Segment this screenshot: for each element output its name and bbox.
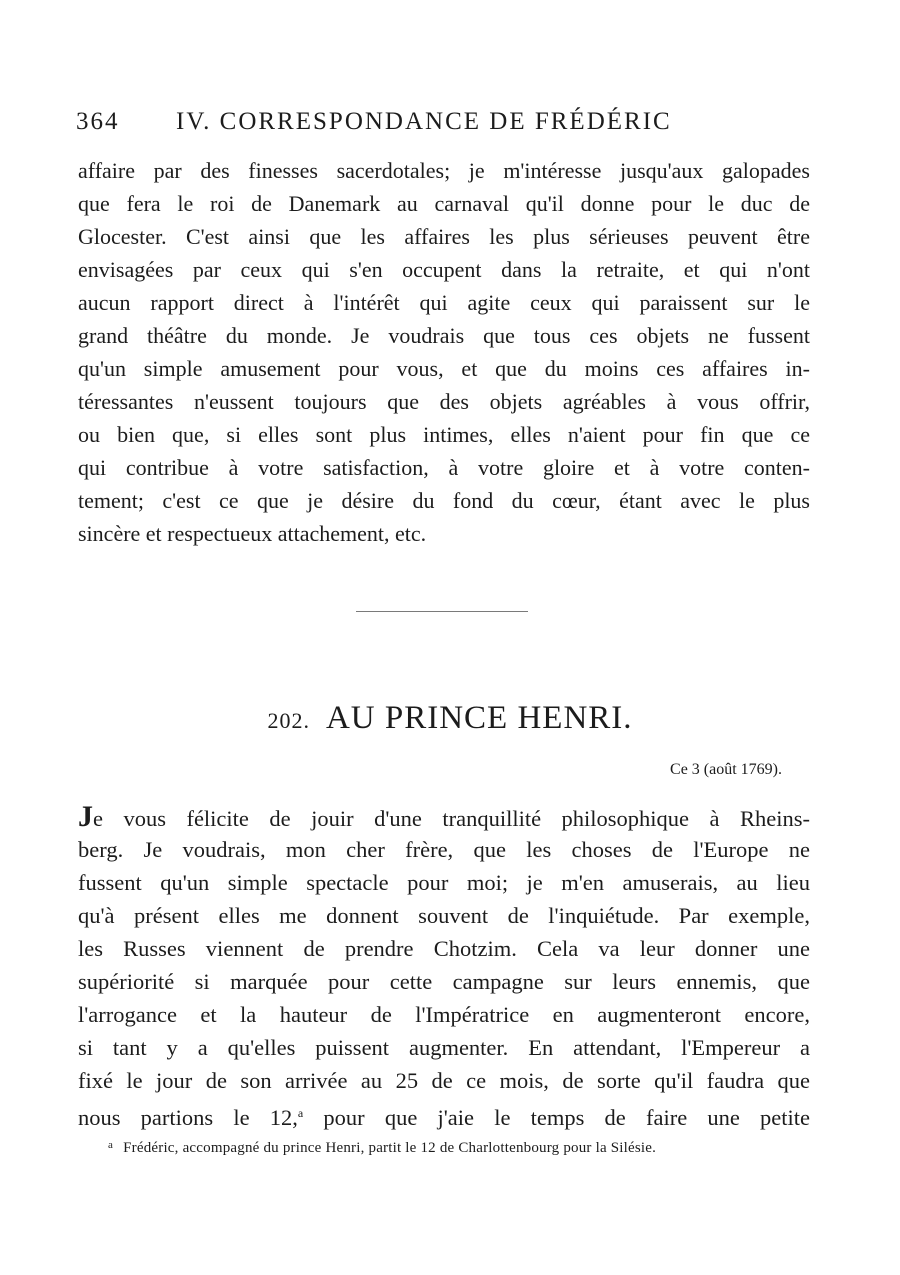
text-line: fussent qu'un simple spectacle pour moi; je m'en amuserais, au lieu bbox=[78, 870, 810, 895]
text-line: affaire par des finesses sacerdotales; je m'intéresse jusqu'aux galopades bbox=[78, 158, 810, 183]
text-line: si tant y a qu'elles puissent augmenter. En attendant, l'Empereur a bbox=[78, 1035, 810, 1060]
text-line: grand théâtre du monde. Je voudrais que tous ces objets ne fussent bbox=[78, 323, 810, 348]
text-line: envisagées par ceux qui s'en occupent dans la retraite, et qui n'ont bbox=[78, 257, 810, 282]
text-line: fixé le jour de son arrivée au 25 de ce mois, de sorte qu'il faudra que bbox=[78, 1068, 810, 1093]
footnote-reference: a bbox=[297, 1106, 304, 1120]
footnote-mark: a bbox=[108, 1139, 114, 1151]
running-head bbox=[76, 108, 816, 142]
text-line: sincère et respectueux attachement, etc. bbox=[78, 521, 427, 546]
drop-cap: J bbox=[78, 800, 93, 833]
running-title: IV. CORRESPONDANCE DE FRÉDÉRIC bbox=[176, 108, 672, 135]
text-line: les Russes viennent de prendre Chotzim. Cela va leur donner une bbox=[78, 936, 810, 961]
text-line: tement; c'est ce que je désire du fond du cœur, étant avec le plus bbox=[78, 488, 810, 513]
footnote bbox=[108, 1139, 808, 1157]
text-line-first bbox=[78, 800, 810, 833]
letter-number: 202. bbox=[267, 708, 310, 733]
text-line: supériorité si marquée pour cette campagne sur leurs ennemis, que bbox=[78, 969, 810, 994]
text-line: l'arrogance et la hauteur de l'Impératrice en augmenteront encore, bbox=[78, 1002, 810, 1027]
text-line: ou bien que, si elles sont plus intimes, elles n'aient pour fin que ce bbox=[78, 422, 810, 447]
text-line: qu'à présent elles me donnent souvent de l'inquiétude. Par exemple, bbox=[78, 903, 810, 928]
first-line-text: e vous félicite de jouir d'une tranquillité philosophique à Rheins- bbox=[93, 806, 810, 831]
text-line-last bbox=[78, 1097, 810, 1130]
page-number: 364 bbox=[76, 108, 120, 135]
previous-letter-ending bbox=[78, 154, 810, 550]
letter-title: AU PRINCE HENRI. bbox=[325, 700, 633, 736]
text-line: Glocester. C'est ainsi que les affaires les plus sérieuses peuvent être bbox=[78, 224, 810, 249]
letter-dateline: Ce 3 (août 1769). bbox=[670, 761, 782, 778]
letter-body bbox=[78, 800, 810, 1130]
last-line-after: pour que j'aie le temps de faire une petite bbox=[303, 1105, 811, 1130]
text-line: téressantes n'eussent toujours que des objets agréables à vous offrir, bbox=[78, 389, 810, 414]
text-line: berg. Je voudrais, mon cher frère, que les choses de l'Europe ne bbox=[78, 837, 810, 862]
text-line: aucun rapport direct à l'intérêt qui agite ceux qui paraissent sur le bbox=[78, 290, 810, 315]
text-line: que fera le roi de Danemark au carnaval qu'il donne pour le duc de bbox=[78, 191, 810, 216]
text-line: qu'un simple amusement pour vous, et que du moins ces affaires in- bbox=[78, 356, 810, 381]
letter-heading bbox=[0, 700, 900, 737]
footnote-text: Frédéric, accompagné du prince Henri, partit le 12 de Charlottenbourg pour la Silésie. bbox=[123, 1140, 657, 1156]
last-line-before: nous partions le 12, bbox=[78, 1105, 298, 1130]
section-divider bbox=[356, 611, 528, 612]
text-line: qui contribue à votre satisfaction, à votre gloire et à votre conten- bbox=[78, 455, 810, 480]
